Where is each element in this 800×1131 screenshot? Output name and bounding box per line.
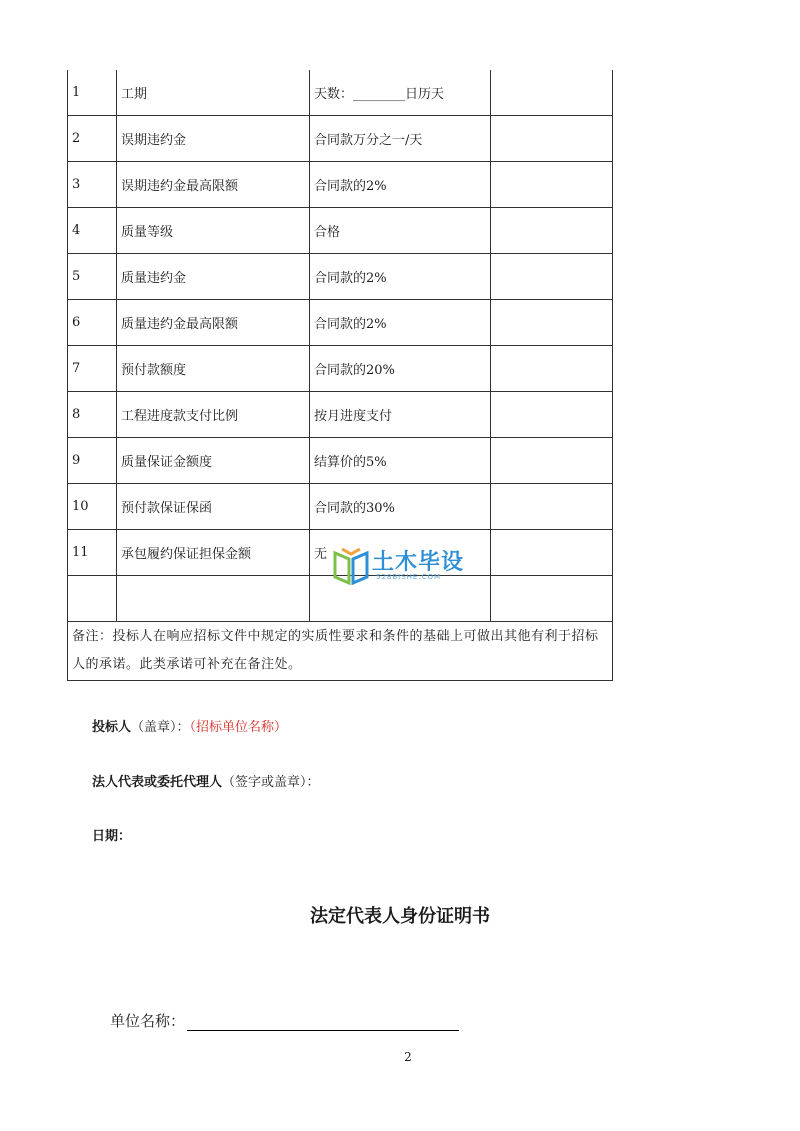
- watermark-url: 528BISHE.COM: [376, 573, 442, 581]
- row-number-cell: 8: [68, 392, 117, 438]
- item-name-cell: 质量等级: [117, 208, 310, 254]
- item-note-cell: [491, 116, 613, 162]
- item-name-cell: 误期违约金: [117, 116, 310, 162]
- table-row: [68, 70, 613, 116]
- remark-row: [68, 622, 613, 681]
- row-number-cell: 3: [68, 162, 117, 208]
- bidder-label: 投标人: [92, 720, 132, 735]
- row-number-cell: 7: [68, 346, 117, 392]
- item-value-cell: 合同款的30%: [310, 484, 491, 530]
- item-note-cell: [491, 254, 613, 300]
- item-value-cell: 合同款万分之一/天: [310, 116, 491, 162]
- item-value-cell: 按月进度支付: [310, 392, 491, 438]
- item-note-cell: [491, 438, 613, 484]
- date-line: [92, 825, 131, 844]
- book-logo-icon: [332, 545, 370, 585]
- item-value-cell: 合同款的2%: [310, 300, 491, 346]
- item-name-cell: [117, 576, 310, 622]
- representative-label: 法人代表或委托代理人: [92, 775, 223, 790]
- item-note-cell: [491, 484, 613, 530]
- representative-note: （签字或盖章）：: [222, 775, 320, 790]
- item-name-cell: 质量保证金额度: [117, 438, 310, 484]
- row-number-cell: 2: [68, 116, 117, 162]
- table-row: [68, 438, 613, 484]
- page-number: 2: [404, 1050, 412, 1064]
- watermark-text: 土木毕设: [372, 550, 465, 575]
- item-note-cell: [491, 576, 613, 622]
- representative-line: [92, 771, 320, 790]
- item-value-cell: 合同款的20%: [310, 346, 491, 392]
- bidder-value: （招标单位名称）: [189, 720, 288, 735]
- item-value-cell: 合同款的2%: [310, 254, 491, 300]
- remark-cell: 备注：投标人在响应招标文件中规定的实质性要求和条件的基础上可做出其他有利于招标人的承诺。此类承诺可补充在备注处。: [68, 622, 613, 681]
- item-note-cell: [491, 208, 613, 254]
- item-name-cell: 预付款额度: [117, 346, 310, 392]
- table-row: [68, 208, 613, 254]
- item-note-cell: [491, 162, 613, 208]
- bidder-note: （盖章）：: [131, 720, 190, 735]
- item-name-cell: 误期违约金最高限额: [117, 162, 310, 208]
- row-number-cell: 6: [68, 300, 117, 346]
- table-row: [68, 116, 613, 162]
- row-number-cell: [68, 576, 117, 622]
- item-note-cell: [491, 530, 613, 576]
- item-value-cell: 天数：________日历天: [310, 70, 491, 116]
- item-name-cell: 预付款保证保函: [117, 484, 310, 530]
- item-note-cell: [491, 346, 613, 392]
- item-note-cell: [491, 392, 613, 438]
- unit-name-blank: [187, 1014, 459, 1031]
- row-number-cell: 9: [68, 438, 117, 484]
- item-value-cell: 合同款的2%: [310, 162, 491, 208]
- commitment-table: [67, 70, 613, 681]
- item-note-cell: [491, 70, 613, 116]
- row-number-cell: 5: [68, 254, 117, 300]
- row-number-cell: 10: [68, 484, 117, 530]
- bidder-line: [92, 716, 287, 735]
- item-value-cell: 结算价的5%: [310, 438, 491, 484]
- unit-name-line: [110, 1010, 459, 1031]
- item-value-cell: 合格: [310, 208, 491, 254]
- date-label: 日期：: [92, 829, 132, 844]
- row-number-cell: 1: [68, 70, 117, 116]
- item-name-cell: 质量违约金: [117, 254, 310, 300]
- table-row: [68, 254, 613, 300]
- table-row: [68, 392, 613, 438]
- item-note-cell: [491, 300, 613, 346]
- table-row: [68, 300, 613, 346]
- section-heading: 法定代表人身份证明书: [310, 906, 490, 927]
- table-body: [68, 70, 613, 622]
- table-row: [68, 162, 613, 208]
- item-value-cell: 无: [310, 530, 491, 576]
- table-row: [68, 346, 613, 392]
- item-name-cell: 质量违约金最高限额: [117, 300, 310, 346]
- commitment-table-wrapper: [67, 70, 612, 681]
- watermark-logo: [332, 545, 482, 587]
- unit-name-label: 单位名称：: [110, 1012, 186, 1030]
- item-name-cell: 工程进度款支付比例: [117, 392, 310, 438]
- table-row: [68, 484, 613, 530]
- item-name-cell: 承包履约保证担保金额: [117, 530, 310, 576]
- row-number-cell: 4: [68, 208, 117, 254]
- item-name-cell: 工期: [117, 70, 310, 116]
- row-number-cell: 11: [68, 530, 117, 576]
